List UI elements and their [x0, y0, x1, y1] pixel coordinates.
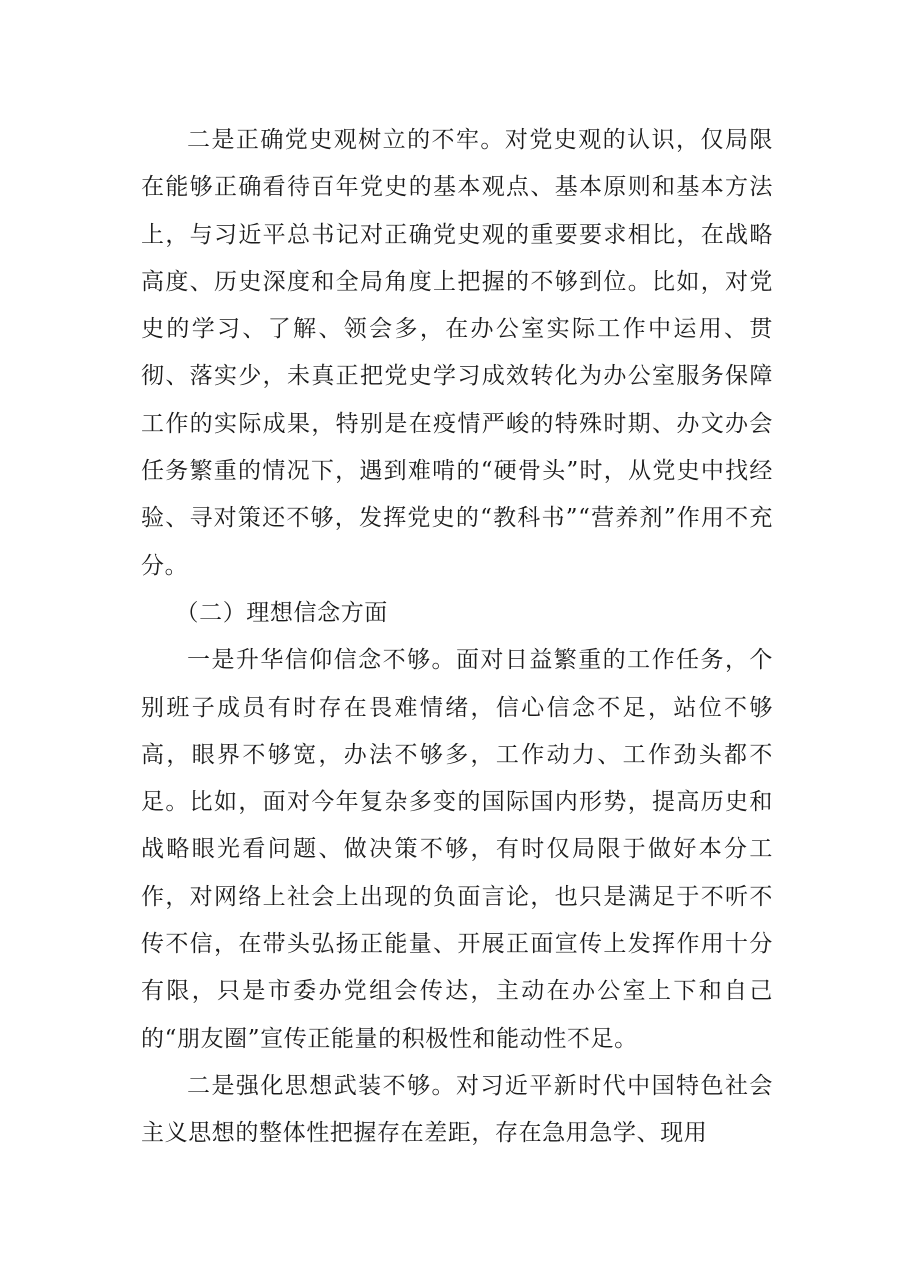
section-heading-ideals-beliefs: （二）理想信念方面	[175, 599, 388, 626]
document-body	[141, 117, 773, 1158]
paragraph-party-history-view: 二是正确党史观树立的不牢。对党史观的认识，仅局限在能够正确看待百年党史的基本观点、基本原则和基本方法上，与习近平总书记对正确党史观的重要要求相比，在战略高度、历史深度和全局角度上把握的不够到位。比如，对党史的学习、了解、领会多，在办公室实际工作中运用、贯彻、落实少，未真正把党史学习成效转化为办公室服务保障工作的实际成果，特别是在疫情严峻的特殊时期、办文办会任务繁重的情况下，遇到难啃的“硬骨头”时，从党史中找经验、寻对策还不够，发挥党史的“教科书”“营养剂”作用不充分。	[141, 127, 773, 579]
paragraph-faith-beliefs: 一是升华信仰信念不够。面对日益繁重的工作任务，个别班子成员有时存在畏难情绪，信心信念不足，站位不够高，眼界不够宽，办法不够多，工作动力、工作劲头都不足。比如，面对今年复杂多变的国际国内形势，提高历史和战略眼光看问题、做决策不够，有时仅局限于做好本分工作，对网络上社会上出现的负面言论，也只是满足于不听不传不信，在带头弘扬正能量、开展正面宣传上发挥作用十分有限，只是市委办党组会传达，主动在办公室上下和自己的“朋友圈”宣传正能量的积极性和能动性不足。	[141, 647, 773, 1052]
paragraph-ideological-armament: 二是强化思想武装不够。对习近平新时代中国特色社会主义思想的整体性把握存在差距，存在急用急学、现用	[141, 1072, 773, 1147]
